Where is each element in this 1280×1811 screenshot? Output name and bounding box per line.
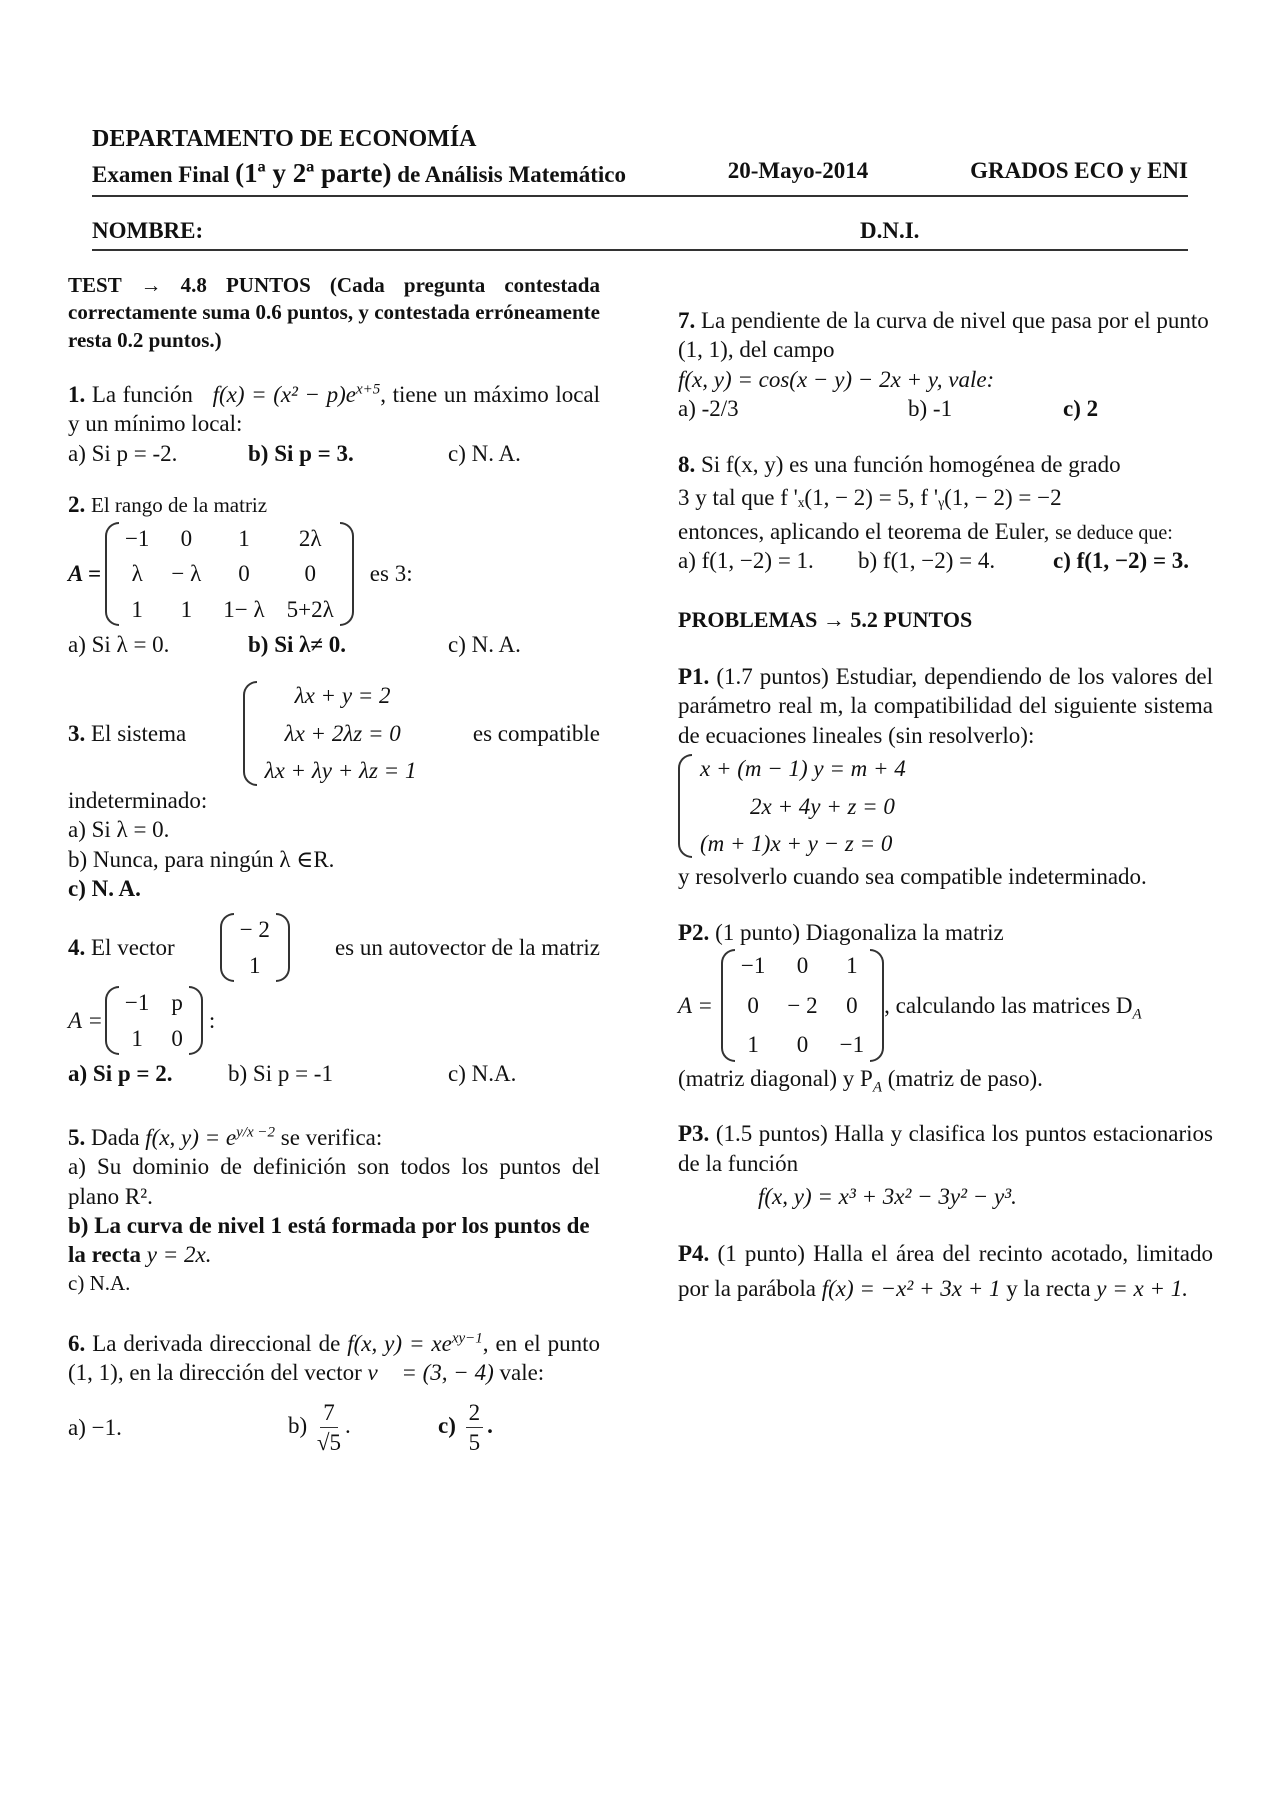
q1-option-b[interactable]: b) Si p = 3. — [248, 440, 354, 466]
q2-matrix-cell: 5+2λ — [286, 596, 334, 622]
q2-matrix-cell: 1 — [131, 596, 143, 622]
q5-option-a[interactable]: a) Su dominio de definición son todos los puntos del plano R². — [68, 1154, 600, 1209]
problem-1: P1. (1.7 puntos) Estudiar, dependiendo de los valores del parámetro real m, la compatibilidad del siguiente sistema de ecuaciones lineales (sin resolverlo): x + (m − 1) y = m + 4 2x + 4y + z = 0 (m + 1)x + y − z = 0 y resolverlo cuando sea compatible indeterminado. — [678, 663, 1214, 890]
problems-title: PROBLEMAS → 5.2 PUNTOS — [678, 606, 973, 632]
q2-matrix-cell: 1− λ — [223, 596, 265, 622]
q4-matrix — [105, 986, 203, 1055]
problem-3: P3. (1.5 puntos) Halla y clasifica los puntos estacionarios de la función f(x, y) = x³ + 3x² − 3y² − y³. — [678, 1121, 1214, 1209]
problem-4: P4. (1 punto) Halla el área del recinto acotado, limitado por la parábola f(x) = −x² + 3x + 1 y la recta y = x + 1. — [678, 1241, 1214, 1301]
q6-option-b[interactable]: b) $\frac{7}{√5}$ . — [288, 1399, 351, 1456]
q2-option-c[interactable]: c) N. A. — [448, 631, 521, 657]
p2-matrix-cell: 1 — [747, 1032, 759, 1058]
q4-vector: − 2 1 — [220, 913, 290, 982]
q2-matrix-cell: −1 — [124, 525, 150, 551]
q2-matrix-cell: − λ — [171, 561, 202, 587]
p2-matrix-cell: 0 — [747, 992, 759, 1018]
p2-matrix-cell: −1 — [740, 953, 766, 979]
test-intro: TEST → 4.8 PUNTOS (Cada pregunta contestada correctamente suma 0.6 puntos, y contestada erróneamente resta 0.2 puntos.) — [68, 273, 600, 352]
question-1: 1. La función $f(x) = (x^2 - p)e^{x+5}$, tiene un máximo local y un mínimo local: a) Si p = -2. b) Si p = 3. c) N. A. — [68, 380, 600, 468]
q2-matrix-cell: 1 — [180, 596, 193, 622]
name-line — [92, 216, 1188, 251]
question-5: 5. Dada f(x, $y) = e^{y/x -2}$ se verifica: a) Su dominio de definición son todos los puntos del plano R². b) La curva de nivel 1 está formada por los puntos de la recta y = 2x. c) N.A. — [68, 1123, 600, 1295]
q6-option-a[interactable]: a) −1. — [68, 1414, 122, 1440]
q2-matrix-cell: λ — [131, 561, 143, 587]
question-2: 2. El rango de la matriz A = −1 0 1 2λ λ − λ 0 0 1 1 1− λ 5+2λ es 3: a) Si λ = 0. b) Si λ≠ 0. c) N. A. — [68, 490, 600, 659]
q2-matrix-cell: 0 — [180, 525, 193, 551]
p2-matrix-cell: − 2 — [787, 992, 818, 1018]
question-3: 3. El sistema λx + y = 2 λx + 2λz = 0 λx + λy + λz = 1 es compatible indeterminado: a) Si λ = 0. b) Nunca, para ningún λ ∈R. c) N. A. — [68, 681, 600, 903]
q2-matrix-cell: 1 — [238, 525, 250, 551]
q4-matrix-cell: 0 — [171, 1025, 183, 1051]
q8-option-a[interactable]: a) f(1, −2) = 1. — [678, 548, 814, 574]
q8-option-b[interactable]: b) f(1, −2) = 4. — [858, 548, 996, 574]
q5-option-c[interactable]: c) N.A. — [68, 1270, 131, 1295]
p2-matrix-cell: 0 — [796, 953, 809, 979]
q2-matrix-cell: 0 — [238, 561, 250, 587]
q4-option-b[interactable]: b) Si p = -1 — [228, 1061, 333, 1087]
problem-2: P2. (1 punto) Diagonaliza la matriz A = −1 0 1 0 − 2 0 1 0 −1 , calculando las matrices $D_A$ (matriz diagonal) y $P_A$ (matriz de paso). — [678, 919, 1142, 1096]
q8-options — [678, 546, 1213, 575]
name-label: NOMBRE: — [92, 218, 204, 243]
q2-matrix-cell: 2λ — [298, 525, 322, 551]
question-6: 6. La derivada direccional de f(x, $y) = xe^{xy-1}$, en el punto (1, 1), en la dirección del vector v⃗ = (3, − 4) vale: a) −1. b) $\frac{7}{√5}$ . c) $\frac{2}{5}$ . — [68, 1329, 600, 1458]
q1-option-c[interactable]: c) N. A. — [448, 440, 521, 466]
dni-label: D.N.I. — [860, 218, 920, 243]
exam-header-line — [92, 156, 1188, 197]
q8-option-c[interactable]: c) f(1, −2) = 3. — [1053, 548, 1190, 574]
q4-matrix-cell: −1 — [124, 990, 150, 1016]
q4-option-a[interactable]: a) Si p = 2. — [68, 1061, 173, 1087]
p2-matrix-cell: −1 — [839, 1032, 865, 1058]
q2-option-a[interactable]: a) Si λ = 0. — [68, 631, 170, 657]
question-8: 8. Si f(x, y) es una función homogénea de grado 3 y tal que f 'ₓ(1, − 2) = 5, f 'ᵧ(1, − 2) = −2 entonces, aplicando el teorema de Euler, se deduce que: a) f(1, −2) = 1. b) f(1, −2) = 4. c) f(1, −2) = 3. — [678, 450, 1213, 576]
q1-options — [68, 439, 600, 468]
q5-option-b[interactable]: b) La curva de nivel 1 está formada por los puntos de la recta y = 2x. — [68, 1212, 590, 1268]
p2-matrix-cell: 0 — [846, 992, 858, 1018]
exam-date: 20-Mayo-2014 — [727, 158, 869, 183]
q4-matrix-cell: 1 — [131, 1025, 143, 1051]
q7-options — [678, 394, 1213, 423]
question-7: 7. La pendiente de la curva de nivel que pasa por el punto (1, 1), del campo f(x, y) = cos(x − y) − 2x + y, vale: a) -2/3 b) -1 c) 2 — [678, 306, 1213, 424]
p2-matrix — [721, 949, 884, 1061]
q2-matrix — [105, 522, 354, 626]
q2-matrix-cell: 0 — [304, 561, 316, 587]
q3-option-b[interactable]: b) Nunca, para ningún λ ∈R. — [68, 846, 335, 872]
q4-option-c[interactable]: c) N.A. — [448, 1061, 517, 1087]
q4-options — [68, 1059, 600, 1088]
p1-system: x + (m − 1) y = m + 4 2x + 4y + z = 0 (m + 1)x + y − z = 0 — [678, 754, 906, 858]
q3-option-c[interactable]: c) N. A. — [68, 876, 141, 902]
q6-option-c[interactable]: c) $\frac{2}{5}$ . — [438, 1399, 493, 1456]
exam-title: Examen Final (1ª y 2ª parte) de Análisis Matemático — [92, 158, 626, 188]
q2-options — [68, 630, 600, 659]
exam-grades: GRADOS ECO y ENI — [970, 158, 1188, 183]
q6-options — [68, 1398, 600, 1458]
department-title: DEPARTAMENTO DE ECONOMÍA — [92, 126, 477, 152]
q3-option-a[interactable]: a) Si λ = 0. — [68, 817, 170, 843]
question-4: 4. El vector − 2 1 es un autovector de la matriz A = −1 p 1 0 : a) Si p = 2. b) Si p = -1 c) N.A. — [68, 913, 600, 1088]
q7-option-c[interactable]: c) 2 — [1063, 396, 1099, 422]
q7-option-b[interactable]: b) -1 — [908, 396, 953, 422]
q2-option-b[interactable]: b) Si λ≠ 0. — [248, 631, 347, 657]
q1-option-a[interactable]: a) Si p = -2. — [68, 440, 178, 466]
p2-matrix-cell: 1 — [846, 953, 858, 979]
left-column — [68, 272, 600, 1479]
q4-matrix-cell: p — [171, 990, 183, 1016]
q7-option-a[interactable]: a) -2/3 — [678, 396, 739, 422]
q3-system: λx + y = 2 λx + 2λz = 0 λx + λy + λz = 1 — [243, 681, 417, 785]
right-column — [678, 306, 1213, 1328]
p2-matrix-cell: 0 — [796, 1032, 809, 1058]
